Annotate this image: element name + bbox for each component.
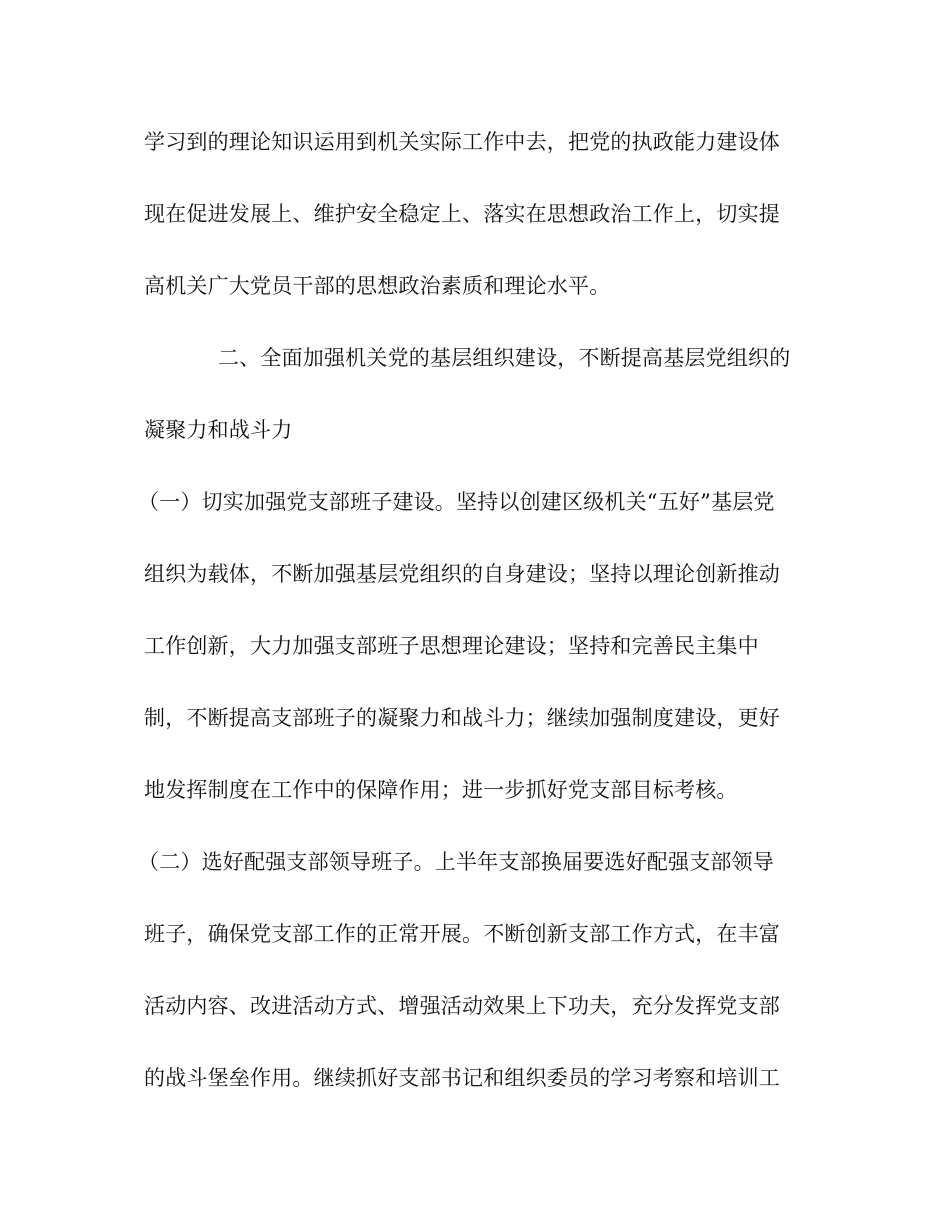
subsection-1-line-3: 工作创新，大力加强支部班子思想理论建设；坚持和完善民主集中 [144,634,759,658]
section-heading-line-2: 凝聚力和战斗力 [144,418,293,442]
subsection-1-line-4: 制，不断提高支部班子的凝聚力和战斗力；继续加强制度建设，更好 [144,706,780,730]
body-line-1: 学习到的理论知识运用到机关实际工作中去，把党的执政能力建设体 [144,130,780,154]
subsection-2-line-1: （二）选好配强支部领导班子。上半年支部换届要选好配强支部领导 [138,850,774,874]
subsection-2-line-3: 活动内容、改进活动方式、增强活动效果上下功夫，充分发挥党支部 [144,994,780,1018]
subsection-1-line-2: 组织为载体，不断加强基层党组织的自身建设；坚持以理论创新推动 [144,562,780,586]
subsection-2-line-2: 班子，确保党支部工作的正常开展。不断创新支部工作方式，在丰富 [144,922,780,946]
subsection-1-line-5: 地发挥制度在工作中的保障作用；进一步抓好党支部目标考核。 [144,778,738,802]
body-line-3: 高机关广大党员干部的思想政治素质和理论水平。 [144,274,611,298]
body-line-2: 现在促进发展上、维护安全稳定上、落实在思想政治工作上，切实提 [144,202,780,226]
subsection-1-line-1: （一）切实加强党支部班子建设。坚持以创建区级机关“五好”基层党 [138,490,775,514]
subsection-2-line-4: 的战斗堡垒作用。继续抓好支部书记和组织委员的学习考察和培训工 [144,1066,780,1090]
section-heading-line-1: 二、全面加强机关党的基层组织建设，不断提高基层党组织的 [218,346,791,370]
